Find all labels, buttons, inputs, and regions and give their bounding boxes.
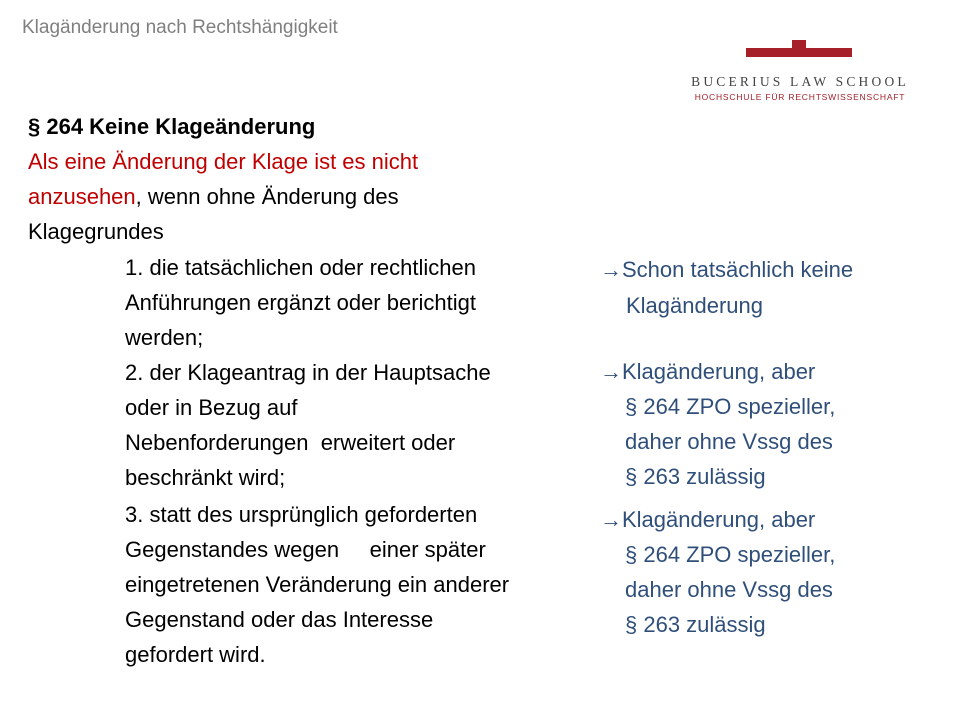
note-text: Klagänderung, aber (622, 359, 816, 384)
section-heading: § 264 Keine Klageänderung (28, 114, 316, 139)
intro-line-3: Klagegrundes (28, 219, 164, 244)
note-2-line-2: § 264 ZPO spezieller, (625, 394, 836, 419)
logo-bar-right (806, 48, 852, 57)
item-3-line-4: Gegenstand oder das Interesse (125, 607, 434, 632)
note-3-line-1 (600, 502, 815, 537)
arrow-right-icon: → (600, 359, 622, 384)
item-2-line-4: beschränkt wird; (125, 465, 286, 490)
item-1-line-2: Anführungen ergänzt oder berichtigt (125, 290, 477, 315)
note-1-line-2: Klagänderung (626, 293, 764, 318)
intro-line-2 (28, 179, 399, 214)
logo-bar-left (746, 48, 792, 57)
note-2-line-4: § 263 zulässig (625, 464, 766, 489)
intro-red-word: anzusehen (28, 184, 136, 209)
item-2-line-1: 2. der Klageantrag in der Hauptsache (125, 360, 491, 385)
bucerius-logo (672, 38, 928, 106)
note-text: Schon tatsächlich keine (622, 257, 854, 282)
item-3-line-5: gefordert wird. (125, 642, 266, 667)
note-3-line-4: § 263 zulässig (625, 612, 766, 637)
note-text: Klagänderung, aber (622, 507, 816, 532)
item-3-line-1: 3. statt des ursprünglich geforderten (125, 502, 478, 527)
item-1-line-1: 1. die tatsächlichen oder rechtlichen (125, 255, 476, 280)
note-1-line-1 (600, 252, 853, 287)
slide-title: Klagänderung nach Rechtshängigkeit (22, 17, 338, 38)
item-2-line-3: Nebenforderungen erweitert oder (125, 430, 456, 455)
item-1-line-3: werden; (125, 325, 204, 350)
arrow-right-icon: → (600, 257, 622, 282)
intro-black-part: , wenn ohne Änderung des (135, 184, 399, 209)
item-3-line-3: eingetretenen Veränderung ein anderer (125, 572, 510, 597)
item-3-line-2: Gegenstandes wegen einer später (125, 537, 486, 562)
note-2-line-1 (600, 354, 815, 389)
logo-subtitle: HOCHSCHULE FÜR RECHTSWISSENSCHAFT (694, 92, 906, 102)
logo-bar-center (792, 40, 806, 57)
item-2-line-2: oder in Bezug auf (125, 395, 298, 420)
note-2-line-3: daher ohne Vssg des (625, 429, 833, 454)
intro-line-1: Als eine Änderung der Klage ist es nicht (28, 149, 419, 174)
note-3-line-2: § 264 ZPO spezieller, (625, 542, 836, 567)
logo-name: BUCERIUS LAW SCHOOL (691, 74, 909, 89)
note-3-line-3: daher ohne Vssg des (625, 577, 833, 602)
arrow-right-icon: → (600, 507, 622, 532)
